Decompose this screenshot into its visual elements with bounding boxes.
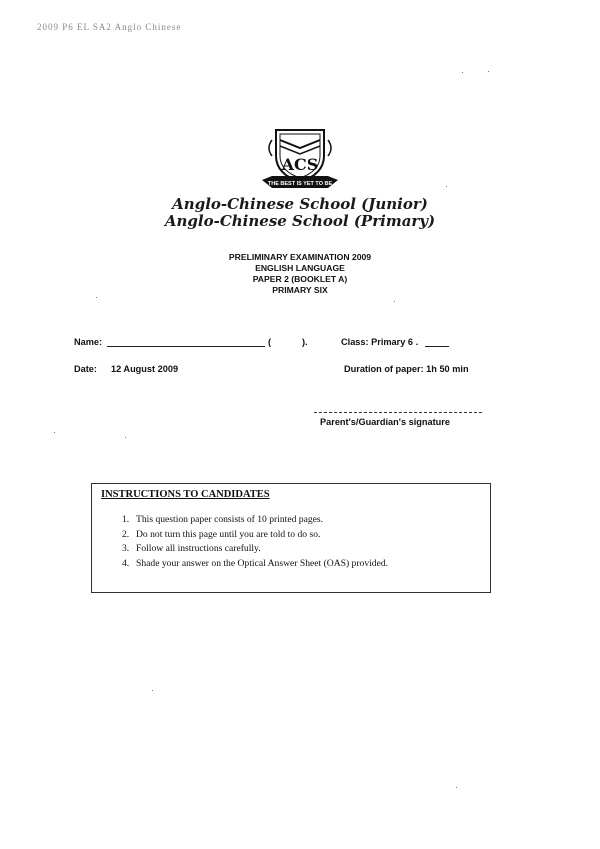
scan-header-strip: 2009 P6 EL SA2 Anglo Chinese — [37, 22, 182, 32]
instructions-title: INSTRUCTIONS TO CANDIDATES — [101, 489, 270, 500]
instruction-item: 3. Follow all instructions carefully. — [122, 543, 261, 554]
class-blank-line[interactable] — [425, 346, 449, 347]
scan-speck — [446, 186, 447, 187]
instructions-list — [122, 513, 388, 571]
duration-label: Duration of paper: 1h 50 min — [344, 364, 469, 374]
school-name-junior: Anglo-Chinese School (Junior) — [172, 195, 428, 213]
scan-speck — [54, 432, 55, 433]
scan-speck — [96, 297, 97, 298]
signature-label: Parent's/Guardian's signature — [320, 417, 450, 427]
class-label: Class: Primary 6 . — [341, 337, 419, 347]
exam-paper: PAPER 2 (BOOKLET A) — [252, 274, 348, 284]
school-crest-logo — [258, 126, 342, 192]
instructions-box — [91, 483, 491, 593]
instruction-item: 2. Do not turn this page until you are told to do so. — [122, 528, 321, 540]
instruction-item: 4. Shade your answer on the Optical Answer Sheet (OAS) provided. — [122, 557, 389, 569]
scan-speck — [456, 787, 457, 788]
school-name-primary: Anglo-Chinese School (Primary) — [164, 212, 436, 230]
crest-initials: ACS — [281, 155, 319, 174]
scan-speck — [462, 72, 463, 73]
scan-speck — [125, 437, 126, 438]
scan-speck — [394, 301, 395, 302]
name-paren-close: ). — [302, 337, 308, 347]
date-label: Date: — [74, 364, 97, 374]
exam-subject: ENGLISH LANGUAGE — [255, 263, 345, 273]
name-paren-open: ( — [268, 337, 272, 347]
exam-level: PRIMARY SIX — [272, 285, 328, 295]
name-blank-line[interactable] — [107, 346, 265, 347]
signature-line[interactable] — [314, 412, 482, 413]
name-label: Name: — [74, 337, 103, 347]
scan-speck — [488, 71, 489, 72]
crest-motto: THE BEST IS YET TO BE — [267, 181, 333, 187]
exam-title: PRELIMINARY EXAMINATION 2009 — [228, 252, 372, 262]
instruction-item: 1. This question paper consists of 10 printed pages. — [122, 514, 324, 525]
scan-speck — [152, 690, 153, 691]
date-value: 12 August 2009 — [111, 364, 179, 374]
